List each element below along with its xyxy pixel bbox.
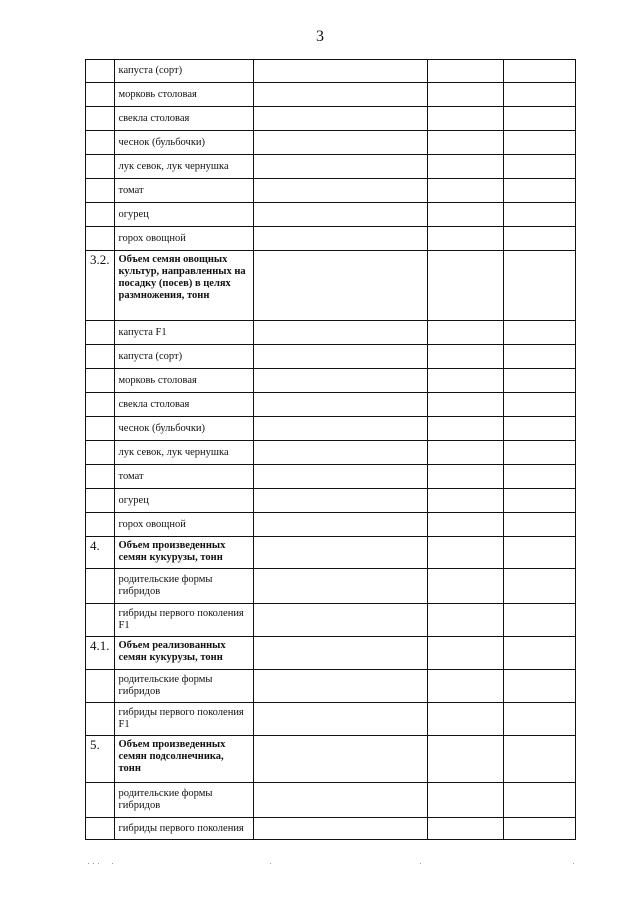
value-cell	[253, 345, 427, 369]
table-row	[86, 393, 576, 417]
value-cell	[427, 203, 503, 227]
row-number	[86, 569, 115, 604]
value-cell	[427, 369, 503, 393]
value-cell	[427, 227, 503, 251]
value-cell	[253, 441, 427, 465]
row-number: 3.2.	[86, 251, 115, 321]
table-row	[86, 155, 576, 179]
value-cell	[503, 441, 575, 465]
value-cell	[503, 393, 575, 417]
table-row	[86, 670, 576, 703]
value-cell	[427, 345, 503, 369]
table-row	[86, 345, 576, 369]
value-cell	[427, 604, 503, 637]
table-row	[86, 60, 576, 83]
row-number	[86, 489, 115, 513]
value-cell	[427, 321, 503, 345]
value-cell	[253, 227, 427, 251]
row-number	[86, 513, 115, 537]
value-cell	[427, 465, 503, 489]
value-cell	[253, 537, 427, 569]
row-label: горох овощной	[114, 513, 253, 537]
value-cell	[503, 818, 575, 840]
value-cell	[503, 537, 575, 569]
row-label: морковь столовая	[114, 83, 253, 107]
table-row	[86, 107, 576, 131]
value-cell	[253, 489, 427, 513]
value-cell	[503, 637, 575, 670]
row-number	[86, 604, 115, 637]
table-row	[86, 227, 576, 251]
data-table	[85, 59, 576, 840]
value-cell	[427, 569, 503, 604]
value-cell	[427, 179, 503, 203]
row-label: горох овощной	[114, 227, 253, 251]
table-row	[86, 537, 576, 569]
value-cell	[503, 251, 575, 321]
table-row	[86, 179, 576, 203]
row-label: огурец	[114, 489, 253, 513]
row-number	[86, 417, 115, 441]
row-label: огурец	[114, 203, 253, 227]
page-number: 3	[316, 28, 324, 45]
row-number	[86, 703, 115, 736]
value-cell	[427, 736, 503, 783]
value-cell	[503, 203, 575, 227]
value-cell	[253, 637, 427, 670]
row-label: лук севок, лук чернушка	[114, 441, 253, 465]
row-number	[86, 203, 115, 227]
section-heading: Объем произведенных семян подсолнечника, тонн	[114, 736, 253, 783]
table-row	[86, 417, 576, 441]
row-label: родительские формы гибридов	[114, 670, 253, 703]
value-cell	[503, 465, 575, 489]
row-number	[86, 345, 115, 369]
value-cell	[253, 321, 427, 345]
value-cell	[503, 569, 575, 604]
value-cell	[253, 783, 427, 818]
value-cell	[253, 179, 427, 203]
row-number: 4.	[86, 537, 115, 569]
table-row	[86, 783, 576, 818]
section-heading: Объем произведенных семян кукурузы, тонн	[114, 537, 253, 569]
value-cell	[253, 393, 427, 417]
value-cell	[427, 155, 503, 179]
table-row	[86, 441, 576, 465]
row-number	[86, 179, 115, 203]
table-row	[86, 703, 576, 736]
table-row	[86, 604, 576, 637]
value-cell	[503, 107, 575, 131]
value-cell	[427, 83, 503, 107]
row-number	[86, 465, 115, 489]
value-cell	[253, 736, 427, 783]
value-cell	[427, 417, 503, 441]
row-label: морковь столовая	[114, 369, 253, 393]
row-number	[86, 83, 115, 107]
value-cell	[427, 783, 503, 818]
row-number: 4.1.	[86, 637, 115, 670]
value-cell	[427, 670, 503, 703]
value-cell	[253, 417, 427, 441]
value-cell	[253, 818, 427, 840]
value-cell	[427, 107, 503, 131]
row-label: лук севок, лук чернушка	[114, 155, 253, 179]
value-cell	[253, 569, 427, 604]
value-cell	[253, 369, 427, 393]
value-cell	[503, 489, 575, 513]
value-cell	[253, 203, 427, 227]
value-cell	[427, 637, 503, 670]
value-cell	[503, 703, 575, 736]
table-row	[86, 513, 576, 537]
row-number	[86, 670, 115, 703]
value-cell	[253, 131, 427, 155]
row-label: гибриды первого поколения F1	[114, 703, 253, 736]
row-label: томат	[114, 179, 253, 203]
row-number	[86, 393, 115, 417]
row-label: свекла столовая	[114, 107, 253, 131]
value-cell	[427, 131, 503, 155]
table-row	[86, 569, 576, 604]
row-label: родительские формы гибридов	[114, 569, 253, 604]
value-cell	[503, 417, 575, 441]
value-cell	[253, 604, 427, 637]
value-cell	[503, 783, 575, 818]
value-cell	[503, 131, 575, 155]
row-label: гибриды первого поколения	[114, 818, 253, 840]
row-number	[86, 369, 115, 393]
value-cell	[253, 251, 427, 321]
row-number	[86, 321, 115, 345]
table-row	[86, 83, 576, 107]
row-number: 5.	[86, 736, 115, 783]
table-body	[86, 60, 576, 840]
section-heading: Объем реализованных семян кукурузы, тонн	[114, 637, 253, 670]
value-cell	[503, 60, 575, 83]
row-label: капуста (сорт)	[114, 60, 253, 83]
row-number	[86, 60, 115, 83]
row-label: капуста F1	[114, 321, 253, 345]
row-number	[86, 818, 115, 840]
section-heading: Объем семян овощных культур, направленных на посадку (посев) в целях размножения, тонн	[114, 251, 253, 321]
value-cell	[503, 155, 575, 179]
value-cell	[427, 703, 503, 736]
value-cell	[427, 251, 503, 321]
row-number	[86, 131, 115, 155]
value-cell	[253, 703, 427, 736]
value-cell	[253, 465, 427, 489]
table-row	[86, 818, 576, 840]
value-cell	[503, 604, 575, 637]
value-cell	[427, 818, 503, 840]
table-row	[86, 131, 576, 155]
value-cell	[503, 179, 575, 203]
table-row	[86, 369, 576, 393]
row-label: томат	[114, 465, 253, 489]
table-row	[86, 203, 576, 227]
row-number	[86, 227, 115, 251]
value-cell	[253, 83, 427, 107]
value-cell	[427, 441, 503, 465]
row-label: чеснок (бульбочки)	[114, 417, 253, 441]
value-cell	[253, 107, 427, 131]
value-cell	[503, 227, 575, 251]
value-cell	[427, 393, 503, 417]
value-cell	[503, 670, 575, 703]
row-number	[86, 155, 115, 179]
table-row	[86, 465, 576, 489]
table-row	[86, 321, 576, 345]
value-cell	[503, 736, 575, 783]
value-cell	[427, 537, 503, 569]
value-cell	[427, 513, 503, 537]
row-label: родительские формы гибридов	[114, 783, 253, 818]
table-row	[86, 251, 576, 321]
table-row	[86, 489, 576, 513]
value-cell	[427, 60, 503, 83]
row-number	[86, 783, 115, 818]
table-row	[86, 736, 576, 783]
row-label: капуста (сорт)	[114, 345, 253, 369]
value-cell	[503, 321, 575, 345]
row-number	[86, 107, 115, 131]
row-number	[86, 441, 115, 465]
value-cell	[253, 513, 427, 537]
row-label: свекла столовая	[114, 393, 253, 417]
value-cell	[503, 513, 575, 537]
value-cell	[427, 489, 503, 513]
value-cell	[503, 345, 575, 369]
value-cell	[503, 83, 575, 107]
row-label: чеснок (бульбочки)	[114, 131, 253, 155]
scan-specks	[0, 863, 640, 867]
value-cell	[503, 369, 575, 393]
value-cell	[253, 60, 427, 83]
row-label: гибриды первого поколения F1	[114, 604, 253, 637]
table-row	[86, 637, 576, 670]
value-cell	[253, 155, 427, 179]
value-cell	[253, 670, 427, 703]
